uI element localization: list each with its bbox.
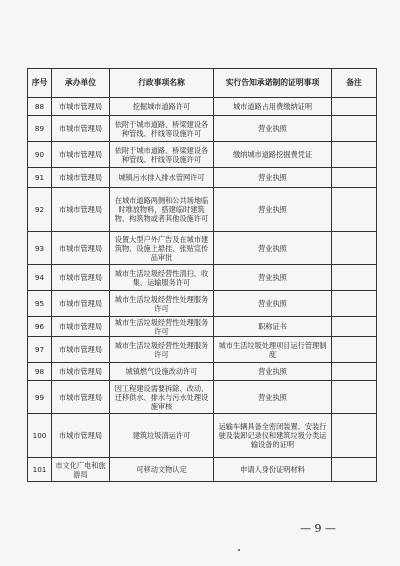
table-row [28,317,377,337]
cell-item-name: 依附于城市道路、桥梁建设各种管线、杆线等设施许可 [110,116,214,142]
table-row [28,188,377,232]
cell-item-name: 建筑垃圾清运许可 [110,414,214,458]
cell-handling-unit: 市城市管理局 [52,232,110,265]
cell-remarks [332,414,377,458]
table-row [28,98,377,116]
cell-handling-unit: 市城市管理局 [52,381,110,414]
cell-item-name: 因工程建设需要拆除、改动、迁移供水、排水与污水处理设施审核 [110,381,214,414]
cell-proof-items: 营业执照 [214,116,332,142]
cell-proof-items: 营业执照 [214,188,332,232]
cell-remarks [332,188,377,232]
table-row [28,168,377,188]
cell-remarks [332,381,377,414]
cell-serial-number: 95 [28,291,52,317]
table-row [28,381,377,414]
table-header-row [28,69,377,98]
table-row [28,337,377,363]
cell-item-name: 城镇污水排入排水管网许可 [110,168,214,188]
cell-proof-items: 营业执照 [214,381,332,414]
cell-handling-unit: 市城市管理局 [52,414,110,458]
cell-remarks [332,142,377,168]
cell-remarks [332,291,377,317]
cell-handling-unit: 市文化广电和旅游局 [52,458,110,482]
cell-serial-number: 89 [28,116,52,142]
cell-remarks [332,458,377,482]
header-serial-number: 序号 [28,69,52,98]
admin-items-table [27,68,377,482]
scan-dot [238,549,240,551]
cell-proof-items: 营业执照 [214,232,332,265]
cell-item-name: 可移动文物认定 [110,458,214,482]
cell-remarks [332,98,377,116]
cell-serial-number: 92 [28,188,52,232]
header-proof-items: 实行告知承诺制的证明事项 [214,69,332,98]
cell-handling-unit: 市城市管理局 [52,168,110,188]
cell-item-name: 城市生活垃圾经营性处理服务许可 [110,337,214,363]
cell-item-name: 设置大型户外广告及在城市建筑物、设施上悬挂、张贴宣传品审批 [110,232,214,265]
table-row [28,232,377,265]
cell-serial-number: 99 [28,381,52,414]
table-row [28,116,377,142]
cell-serial-number: 96 [28,317,52,337]
table-row [28,265,377,291]
cell-item-name: 城市生活垃圾经营性清扫、收集、运输服务许可 [110,265,214,291]
table-row [28,291,377,317]
cell-item-name: 在城市道路两侧和公共场地临时堆放物料，搭建临时建筑物、构筑物或者其他设施许可 [110,188,214,232]
cell-proof-items: 营业执照 [214,168,332,188]
cell-serial-number: 100 [28,414,52,458]
cell-item-name: 依附于城市道路、桥梁建设各种管线、杆线等设施许可 [110,142,214,168]
cell-remarks [332,317,377,337]
page-number: — 9 — [300,522,336,535]
cell-serial-number: 94 [28,265,52,291]
cell-remarks [332,116,377,142]
header-remarks: 备注 [332,69,377,98]
cell-remarks [332,232,377,265]
cell-serial-number: 93 [28,232,52,265]
cell-proof-items: 营业执照 [214,265,332,291]
cell-serial-number: 90 [28,142,52,168]
cell-handling-unit: 市城市管理局 [52,363,110,381]
table-row [28,363,377,381]
cell-proof-items: 运输车辆具备全密闭装置、安装行驶及装卸记录仪和建筑垃圾分类运输设备的证明 [214,414,332,458]
cell-proof-items: 城市道路占用费缴纳证明 [214,98,332,116]
cell-handling-unit: 市城市管理局 [52,317,110,337]
header-item-name: 行政事项名称 [110,69,214,98]
cell-remarks [332,168,377,188]
cell-handling-unit: 市城市管理局 [52,337,110,363]
cell-handling-unit: 市城市管理局 [52,188,110,232]
cell-remarks [332,337,377,363]
table-row [28,414,377,458]
cell-serial-number: 97 [28,337,52,363]
table-row [28,142,377,168]
cell-handling-unit: 市城市管理局 [52,265,110,291]
cell-serial-number: 88 [28,98,52,116]
table-row [28,458,377,482]
cell-handling-unit: 市城市管理局 [52,142,110,168]
cell-remarks [332,265,377,291]
cell-proof-items: 职称证书 [214,317,332,337]
cell-serial-number: 98 [28,363,52,381]
cell-proof-items: 申请人身份证明材料 [214,458,332,482]
cell-handling-unit: 市城市管理局 [52,98,110,116]
cell-proof-items: 缴纳城市道路挖掘费凭证 [214,142,332,168]
cell-proof-items: 营业执照 [214,363,332,381]
cell-remarks [332,363,377,381]
cell-item-name: 城镇燃气设施改动许可 [110,363,214,381]
cell-item-name: 挖掘城市道路许可 [110,98,214,116]
cell-handling-unit: 市城市管理局 [52,116,110,142]
cell-serial-number: 91 [28,168,52,188]
cell-proof-items: 营业执照 [214,291,332,317]
cell-item-name: 城市生活垃圾经营性处理服务许可 [110,317,214,337]
cell-proof-items: 城市生活垃圾处理项目运行管理制度 [214,337,332,363]
cell-serial-number: 101 [28,458,52,482]
cell-item-name: 城市生活垃圾经营性处理服务许可 [110,291,214,317]
header-handling-unit: 承办单位 [52,69,110,98]
cell-handling-unit: 市城市管理局 [52,291,110,317]
